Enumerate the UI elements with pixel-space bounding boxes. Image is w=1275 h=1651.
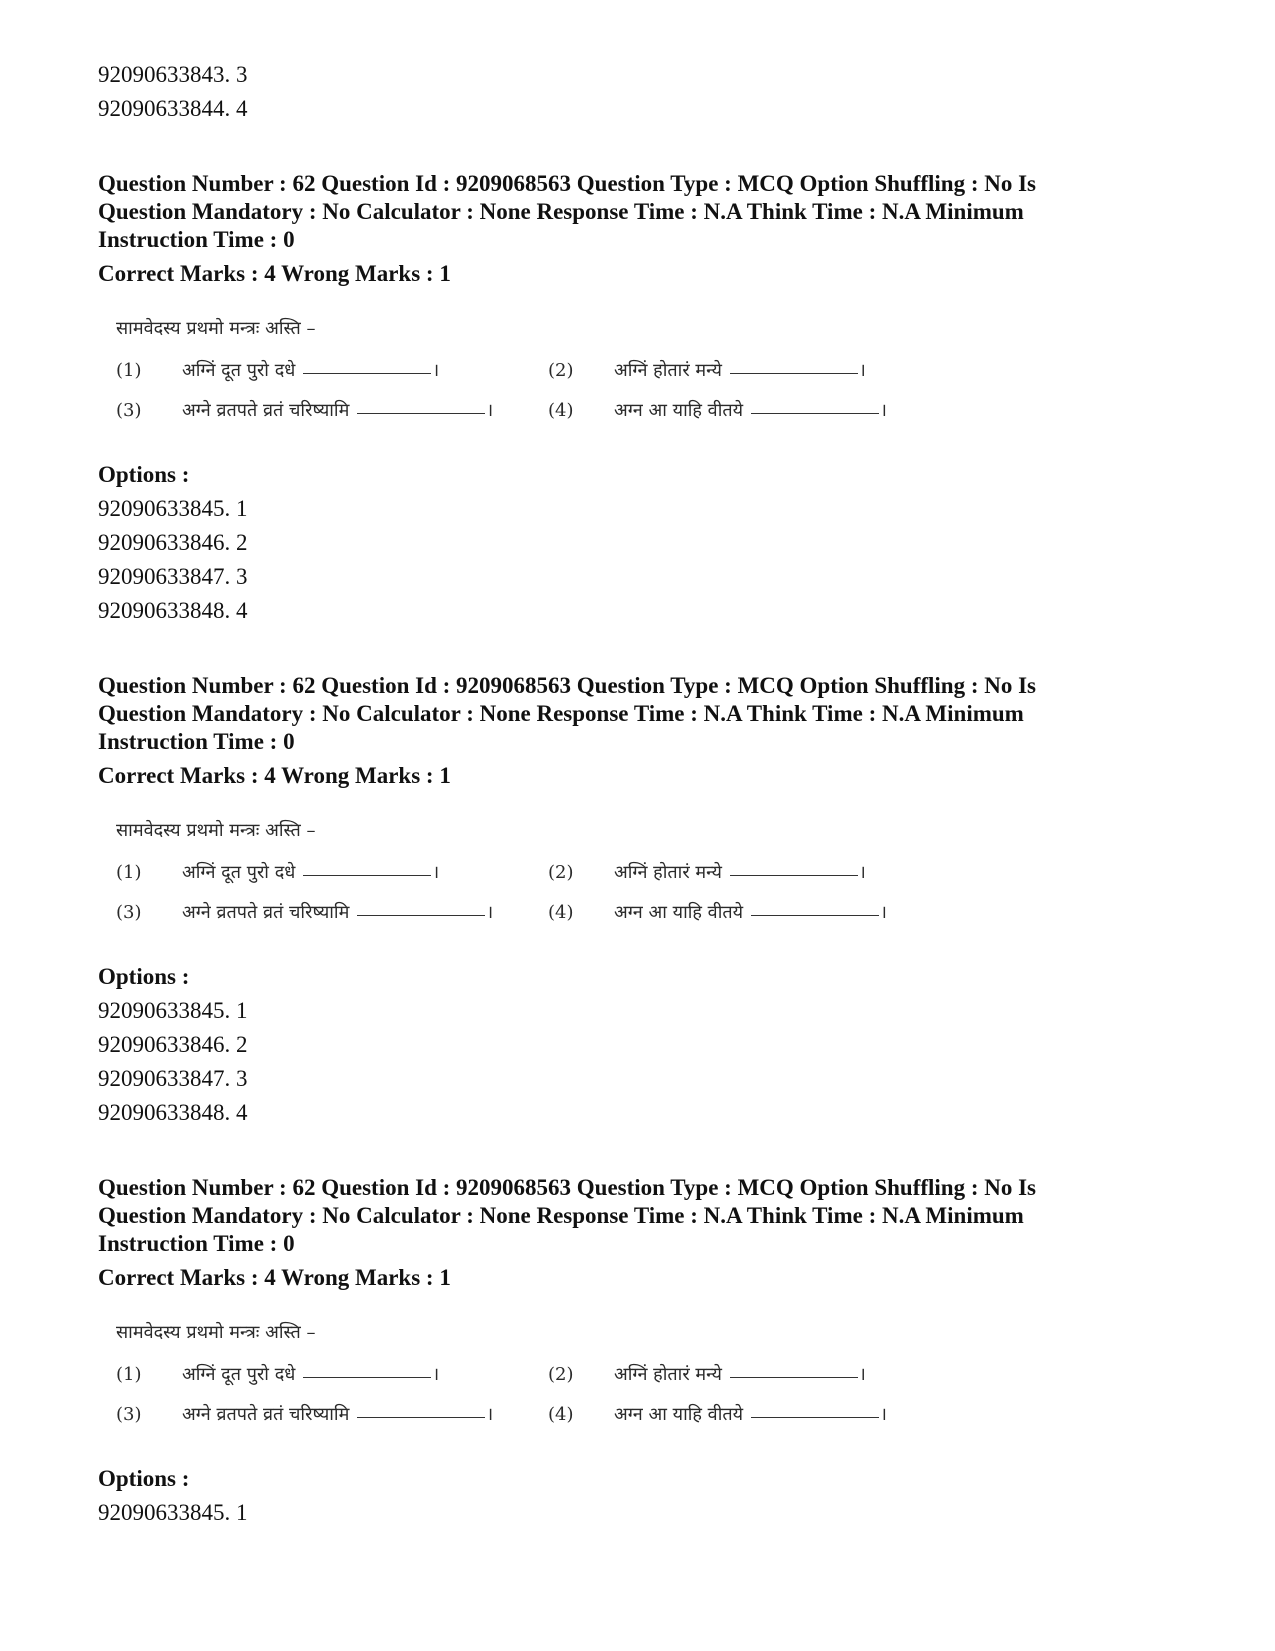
question-body [116,1318,1198,1428]
option-id: 92090633847 [98,1066,225,1091]
option-value: 2 [236,530,248,555]
choice-3: (3) अग्ने व्रतपते व्रतं चरिष्यामि । [116,399,494,421]
choice-number: (4) [548,1403,574,1425]
option-id: 92090633845 [98,1500,225,1525]
question-meta: Question Number : 62 Question Id : 9209068563 Question Type : MCQ Option Shuffling : No Is Question Mandatory : No Calculator : None Response Time : N.A Think Time : N.A Minimum Instruction Time : 0 [98,171,1037,252]
question-block [98,672,1198,1130]
choice-text: अग्निं होतारं मन्ये [614,1364,722,1385]
option-line: 92090633844. 4 [98,96,248,121]
choice-number: (1) [116,359,142,381]
question-block [98,170,1198,628]
choice-4: (4) अग्न आ याहि वीतये । [548,399,887,421]
blank-line [303,875,431,876]
option-line: 92090633846. 2 [98,1032,248,1057]
question-meta: Question Number : 62 Question Id : 9209068563 Question Type : MCQ Option Shuffling : No Is Question Mandatory : No Calculator : None Response Time : N.A Think Time : N.A Minimum Instruction Time : 0 [98,673,1037,754]
choice-number: (3) [116,901,142,923]
option-line: 92090633845. 1 [98,496,248,521]
options-label: Options : [98,1466,190,1491]
question-body [116,314,1198,424]
option-line: 92090633848. 4 [98,598,248,623]
option-id: 92090633846 [98,1032,225,1057]
option-id: 92090633848 [98,1100,225,1125]
choice-number: (1) [116,861,142,883]
option-value: 1 [236,998,248,1023]
choice-text: अग्निं दूत पुरो दधे [182,862,296,883]
blank-line [303,1377,431,1378]
option-value: 2 [236,1032,248,1057]
document-page [98,58,1198,1530]
choice-grid [116,356,1198,424]
option-line: 92090633846. 2 [98,530,248,555]
question-stem: सामवेदस्य प्रथमो मन्त्रः अस्ति – [116,1322,316,1343]
blank-line [730,875,858,876]
choice-number: (4) [548,399,574,421]
choice-text: अग्न आ याहि वीतये [614,1404,744,1425]
option-value: 4 [236,96,248,121]
choice-2: (2) अग्निं होतारं मन्ये । [548,1363,866,1385]
choice-1: (1) अग्निं दूत पुरो दधे । [116,861,440,883]
blank-line [751,413,879,414]
choice-text: अग्निं होतारं मन्ये [614,360,722,381]
option-id: 92090633845 [98,998,225,1023]
option-value: 4 [236,1100,248,1125]
option-value: 4 [236,598,248,623]
question-stem: सामवेदस्य प्रथमो मन्त्रः अस्ति – [116,820,316,841]
blank-line [357,1417,485,1418]
option-line: 92090633848. 4 [98,1100,248,1125]
blank-line [357,915,485,916]
option-value: 1 [236,1500,248,1525]
blank-line [303,373,431,374]
choice-text: अग्निं दूत पुरो दधे [182,1364,296,1385]
option-line: 92090633845. 1 [98,998,248,1023]
blank-line [751,1417,879,1418]
option-id: 92090633843 [98,62,225,87]
option-line: 92090633845. 1 [98,1500,248,1525]
choice-text: अग्न आ याहि वीतये [614,902,744,923]
blank-line [730,373,858,374]
choice-2: (2) अग्निं होतारं मन्ये । [548,359,866,381]
choice-text: अग्ने व्रतपते व्रतं चरिष्यामि [182,400,350,421]
blank-line [751,915,879,916]
question-marks: Correct Marks : 4 Wrong Marks : 1 [98,763,451,788]
choice-number: (3) [116,399,142,421]
choice-1: (1) अग्निं दूत पुरो दधे । [116,1363,440,1385]
choice-number: (1) [116,1363,142,1385]
question-marks: Correct Marks : 4 Wrong Marks : 1 [98,1265,451,1290]
option-id: 92090633847 [98,564,225,589]
choice-number: (2) [548,1363,574,1385]
option-value: 3 [236,564,248,589]
options-label: Options : [98,964,190,989]
option-value: 3 [236,1066,248,1091]
choice-text: अग्ने व्रतपते व्रतं चरिष्यामि [182,902,350,923]
question-meta: Question Number : 62 Question Id : 9209068563 Question Type : MCQ Option Shuffling : No Is Question Mandatory : No Calculator : None Response Time : N.A Think Time : N.A Minimum Instruction Time : 0 [98,1175,1037,1256]
choice-4: (4) अग्न आ याहि वीतये । [548,1403,887,1425]
choice-number: (4) [548,901,574,923]
option-value: 1 [236,496,248,521]
choice-3: (3) अग्ने व्रतपते व्रतं चरिष्यामि । [116,1403,494,1425]
option-id: 92090633845 [98,496,225,521]
option-line: 92090633847. 3 [98,564,248,589]
options-label: Options : [98,462,190,487]
choice-text: अग्निं होतारं मन्ये [614,862,722,883]
choice-grid [116,858,1198,926]
option-value: 3 [236,62,248,87]
option-id: 92090633848 [98,598,225,623]
question-stem: सामवेदस्य प्रथमो मन्त्रः अस्ति – [116,318,316,339]
choice-3: (3) अग्ने व्रतपते व्रतं चरिष्यामि । [116,901,494,923]
choice-4: (4) अग्न आ याहि वीतये । [548,901,887,923]
option-line: 92090633847. 3 [98,1066,248,1091]
choice-1: (1) अग्निं दूत पुरो दधे । [116,359,440,381]
question-block [98,1174,1198,1530]
choice-text: अग्निं दूत पुरो दधे [182,360,296,381]
choice-2: (2) अग्निं होतारं मन्ये । [548,861,866,883]
choice-text: अग्न आ याहि वीतये [614,400,744,421]
choice-number: (2) [548,359,574,381]
blank-line [730,1377,858,1378]
option-line: 92090633843. 3 [98,62,248,87]
question-body [116,816,1198,926]
choice-number: (3) [116,1403,142,1425]
option-id: 92090633844 [98,96,225,121]
choice-grid [116,1360,1198,1428]
choice-number: (2) [548,861,574,883]
option-id: 92090633846 [98,530,225,555]
choice-text: अग्ने व्रतपते व्रतं चरिष्यामि [182,1404,350,1425]
blank-line [357,413,485,414]
question-marks: Correct Marks : 4 Wrong Marks : 1 [98,261,451,286]
